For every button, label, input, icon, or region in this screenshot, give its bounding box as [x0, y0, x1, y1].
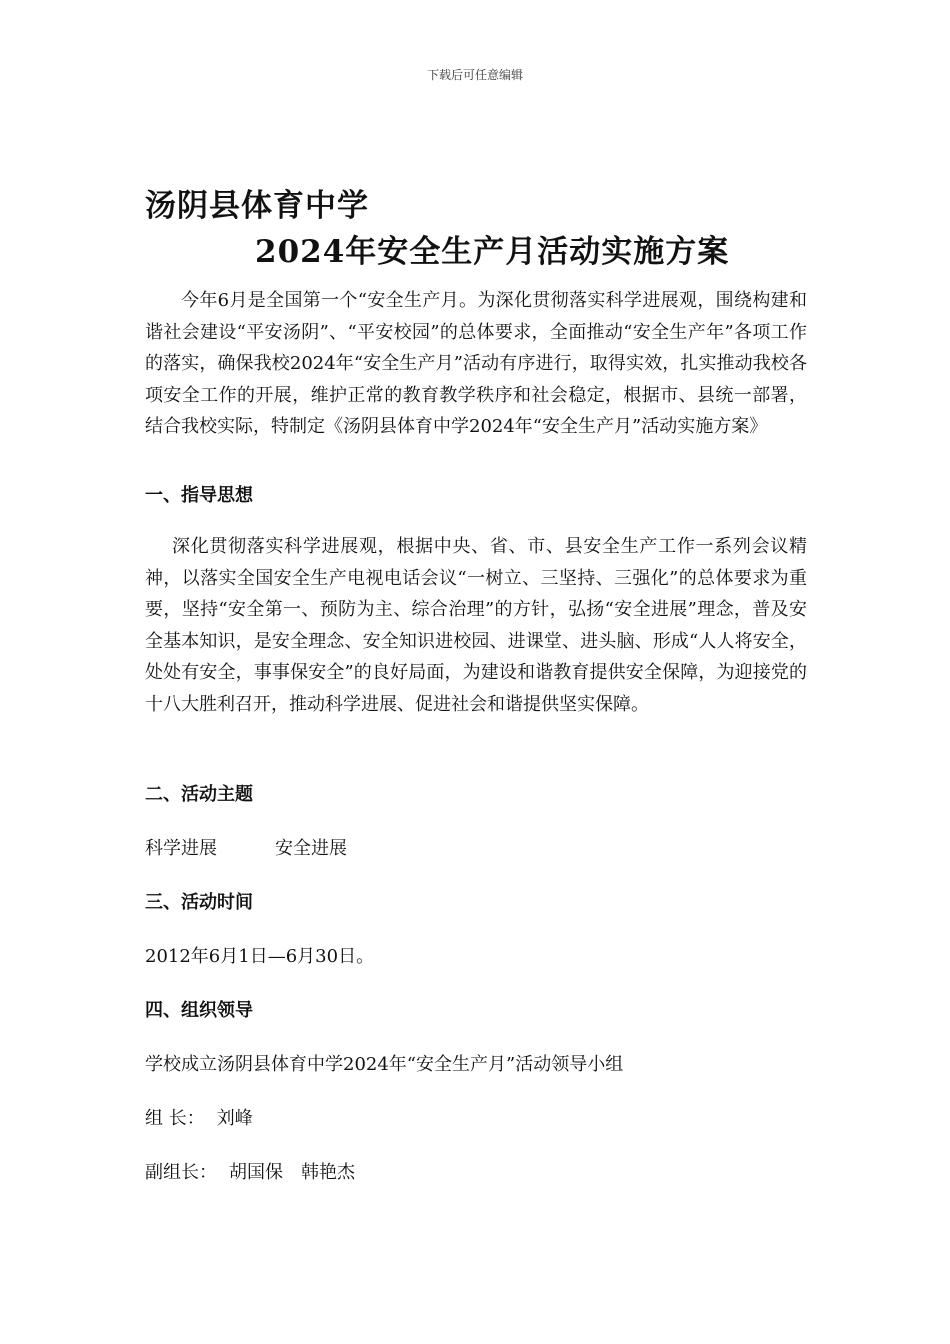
document-title-line1: 汤阴县体育中学: [145, 188, 369, 224]
section-heading-guide: 一、指导思想: [145, 485, 253, 506]
theme-line: [145, 834, 347, 860]
deputy-label: 副组长：: [145, 1162, 217, 1183]
guide-paragraph: 深化贯彻落实科学进展观，根据中央、省、市、县安全生产工作一系列会议精神，以落实全国安全生产电视电话会议“一树立、三坚持、三强化”的总体要求为重要，坚持“安全第一、预防为主、综合治理”的方针，弘扬“安全进展”理念，普及安全基本知识，是安全理念、安全知识进校园、进课堂、进头脑、形成“人人将安全，处处有安全，事事保安全”的良好局面，为建设和谐教育提供安全保障，为迎接党的十八大胜利召开，推动科学进展、促进社会和谐提供坚实保障。: [145, 536, 807, 715]
theme-item-1: 科学进展: [145, 838, 217, 859]
section-heading-time: 三、活动时间: [145, 892, 253, 913]
time-text: 2012年6月1日—6月30日。: [145, 946, 375, 967]
leader-label: 组 长：: [145, 1108, 205, 1129]
leader-name: 刘峰: [216, 1108, 253, 1129]
section-heading-org: 四、组织领导: [145, 1000, 253, 1021]
deputy-names: 胡国保 韩艳杰: [229, 1162, 355, 1183]
document-title-line2: 2024年安全生产月活动实施方案: [255, 234, 730, 270]
org-text: 学校成立汤阴县体育中学2024年“安全生产月”活动领导小组: [145, 1054, 624, 1075]
theme-item-2: 安全进展: [275, 838, 347, 859]
intro-paragraph: 今年6月是全国第一个“安全生产月。为深化贯彻落实科学进展观，围绕构建和谐社会建设“平安汤阴”、“平安校园”的总体要求，全面推动“安全生产年”各项工作的落实，确保我校2024年“安全生产月”活动有序进行，取得实效，扎实推动我校各项安全工作的开展，维护正常的教育教学秩序和社会稳定，根据市、县统一部署，结合我校实际，特制定《汤阴县体育中学2024年“安全生产月”活动实施方案》: [145, 290, 807, 437]
section-heading-theme: 二、活动主题: [145, 784, 253, 805]
deputy-line: [145, 1158, 355, 1184]
leader-line: [145, 1104, 253, 1130]
header-note: 下载后可任意编辑: [426, 68, 523, 82]
